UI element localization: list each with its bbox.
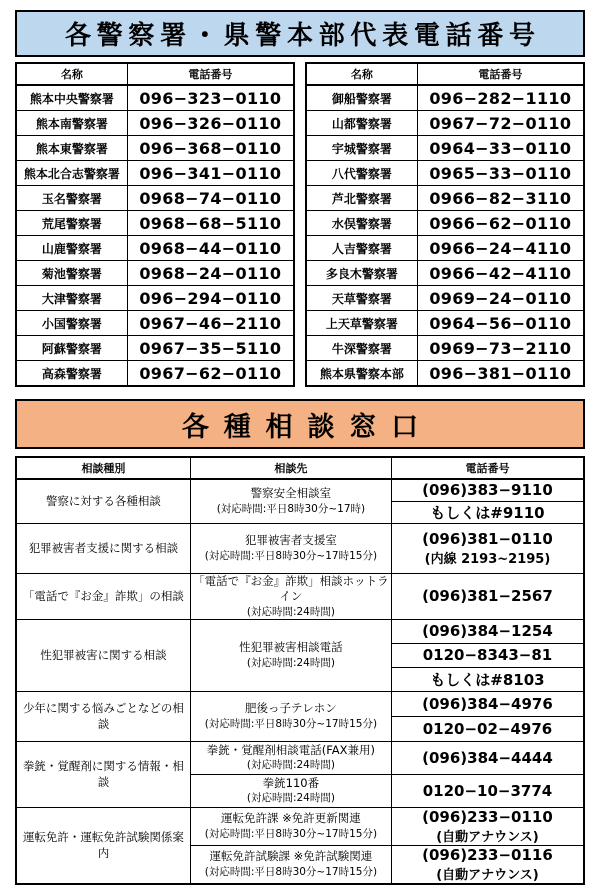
table-header-row [306, 63, 584, 85]
consult-phone-extension: (内線 2193~2195) [424, 551, 551, 567]
col-header-consult-phone: 電話番号 [391, 457, 584, 479]
station-name: 水俣警察署 [306, 211, 417, 236]
col-header-name: 名称 [306, 63, 417, 85]
table-row [16, 361, 294, 387]
consult-phone: もしくは#9110 [391, 501, 584, 523]
consult-phone-note: (自動アナウンス) [436, 867, 539, 883]
consult-phone: (096)384−4444 [391, 741, 584, 774]
consult-type: 「電話で『お金』詐欺」の相談 [16, 573, 190, 619]
consult-contact-name: 拳銃・覚醒剤相談電話(FAX兼用) [206, 742, 376, 757]
consult-phone [391, 523, 584, 573]
police-table-left [15, 62, 295, 387]
table-row [306, 236, 584, 261]
consult-contact [190, 573, 391, 619]
station-name: 牛深警察署 [306, 336, 417, 361]
table-row [16, 211, 294, 236]
table-row [16, 741, 584, 774]
table-row [16, 85, 294, 111]
station-phone: 096−323−0110 [127, 85, 294, 111]
station-phone: 0964−33−0110 [417, 136, 584, 161]
consult-hours: (対応時間:平日8時30分~17時) [216, 502, 366, 515]
station-name: 八代警察署 [306, 161, 417, 186]
table-row [306, 261, 584, 286]
consult-phone: (096)384−1254 [391, 619, 584, 643]
consult-phone: (096)384−4976 [391, 691, 584, 716]
station-name: 山都警察署 [306, 111, 417, 136]
consult-phone [391, 807, 584, 845]
table-row [16, 807, 584, 845]
station-name: 阿蘇警察署 [16, 336, 127, 361]
station-name: 宇城警察署 [306, 136, 417, 161]
station-name: 人吉警察署 [306, 236, 417, 261]
consult-contact-name: 運転免許試験課 ※免許試験関連 [209, 849, 373, 864]
table-row [16, 523, 584, 573]
table-row [306, 211, 584, 236]
table-row [306, 85, 584, 111]
consult-contact [190, 691, 391, 741]
col-header-phone: 電話番号 [127, 63, 294, 85]
consult-type: 少年に関する悩みごとなどの相談 [16, 691, 190, 741]
consult-contact-name: 犯罪被害者支援室 [244, 533, 337, 548]
table-row [306, 161, 584, 186]
consult-phone: (096)383−9110 [391, 479, 584, 501]
table-row [16, 236, 294, 261]
consult-phone: 0120−02−4976 [391, 716, 584, 741]
table-header-row [16, 457, 584, 479]
station-name: 多良木警察署 [306, 261, 417, 286]
station-phone: 0968−74−0110 [127, 186, 294, 211]
station-phone: 096−326−0110 [127, 111, 294, 136]
station-name: 熊本中央警察署 [16, 85, 127, 111]
consult-phone: 0120−10−3774 [391, 774, 584, 807]
consult-contact-name: 肥後っ子テレホン [245, 701, 337, 716]
consult-contact [190, 523, 391, 573]
police-tables [15, 62, 585, 387]
table-row [16, 286, 294, 311]
consult-type: 運転免許・運転免許試験関係案内 [16, 807, 190, 884]
consult-phone-number: (096)233−0110 [422, 807, 553, 826]
table-row [306, 336, 584, 361]
col-header-name: 名称 [16, 63, 127, 85]
station-name: 大津警察署 [16, 286, 127, 311]
station-name: 熊本南警察署 [16, 111, 127, 136]
consult-phone-number: (096)381−0110 [422, 529, 553, 548]
consult-phone-note: (自動アナウンス) [436, 829, 539, 845]
station-name: 玉名警察署 [16, 186, 127, 211]
station-phone: 0968−44−0110 [127, 236, 294, 261]
station-phone: 096−368−0110 [127, 136, 294, 161]
station-phone: 0966−62−0110 [417, 211, 584, 236]
table-row [16, 111, 294, 136]
consult-contact-name: 「電話で『お金』詐欺」相談ホットライン [193, 573, 389, 604]
table-row [306, 111, 584, 136]
station-phone: 0969−24−0110 [417, 286, 584, 311]
table-row [16, 336, 294, 361]
station-name: 高森警察署 [16, 361, 127, 387]
station-phone: 0966−42−4110 [417, 261, 584, 286]
consult-hours: (対応時間:24時間) [246, 759, 335, 772]
table-row [306, 186, 584, 211]
consult-contact-name: 性犯罪被害相談電話 [239, 640, 343, 655]
consult-contact [190, 807, 391, 845]
consult-contact [190, 774, 391, 807]
table-header-row [16, 63, 294, 85]
police-table-right [305, 62, 585, 387]
consult-hours: (対応時間:平日8時30分~17時15分) [204, 717, 378, 730]
station-phone: 096−341−0110 [127, 161, 294, 186]
station-phone: 096−381−0110 [417, 361, 584, 387]
station-name: 天草警察署 [306, 286, 417, 311]
table-row [306, 311, 584, 336]
station-phone: 0966−24−4110 [417, 236, 584, 261]
consult-hours: (対応時間:平日8時30分~17時15分) [204, 549, 378, 562]
station-phone: 0967−72−0110 [417, 111, 584, 136]
consult-phone: 0120−8343−81 [391, 643, 584, 667]
consult-hours: (対応時間:平日8時30分~17時15分) [204, 865, 378, 878]
table-row [16, 186, 294, 211]
col-header-phone: 電話番号 [417, 63, 584, 85]
consult-phone-number: (096)233−0116 [422, 845, 553, 864]
station-name: 熊本東警察署 [16, 136, 127, 161]
station-phone: 0967−35−5110 [127, 336, 294, 361]
station-name: 熊本県警察本部 [306, 361, 417, 387]
table-row [16, 619, 584, 643]
consult-contact-name: 運転免許課 ※免許更新関連 [221, 811, 361, 826]
station-phone: 0968−24−0110 [127, 261, 294, 286]
station-name: 山鹿警察署 [16, 236, 127, 261]
section1-title: 各警察署・県警本部代表電話番号 [15, 10, 585, 57]
table-row [306, 286, 584, 311]
consult-phone: もしくは#8103 [391, 667, 584, 691]
consult-phone [391, 845, 584, 884]
consult-hours: (対応時間:24時間) [246, 792, 335, 805]
station-name: 熊本北合志警察署 [16, 161, 127, 186]
station-phone: 0967−46−2110 [127, 311, 294, 336]
station-phone: 0967−62−0110 [127, 361, 294, 387]
consult-contact-name: 警察安全相談室 [250, 486, 332, 501]
station-name: 小国警察署 [16, 311, 127, 336]
consult-hours: (対応時間:24時間) [246, 656, 335, 669]
consult-hours: (対応時間:平日8時30分~17時15分) [204, 827, 378, 840]
station-name: 菊池警察署 [16, 261, 127, 286]
consult-type: 拳銃・覚醒剤に関する情報・相談 [16, 741, 190, 807]
consult-contact-name: 拳銃110番 [262, 775, 320, 790]
table-row [16, 311, 294, 336]
col-header-consult-type: 相談種別 [16, 457, 190, 479]
table-row [16, 161, 294, 186]
station-phone: 096−294−0110 [127, 286, 294, 311]
station-phone: 0965−33−0110 [417, 161, 584, 186]
consult-contact [190, 479, 391, 523]
table-row [306, 136, 584, 161]
consult-contact [190, 619, 391, 691]
station-phone: 096−282−1110 [417, 85, 584, 111]
station-phone: 0966−82−3110 [417, 186, 584, 211]
station-phone: 0964−56−0110 [417, 311, 584, 336]
station-phone: 0969−73−2110 [417, 336, 584, 361]
consult-contact [190, 741, 391, 774]
table-row [16, 573, 584, 619]
station-name: 御船警察署 [306, 85, 417, 111]
consult-type: 犯罪被害者支援に関する相談 [16, 523, 190, 573]
consult-hours: (対応時間:24時間) [246, 605, 335, 618]
consult-phone: (096)381−2567 [391, 573, 584, 619]
consultation-table [15, 456, 585, 885]
table-row [16, 691, 584, 716]
consult-type: 警察に対する各種相談 [16, 479, 190, 523]
consult-contact [190, 845, 391, 884]
station-phone: 0968−68−5110 [127, 211, 294, 236]
col-header-consult-contact: 相談先 [190, 457, 391, 479]
section2-title: 各種相談窓口 [15, 399, 585, 449]
station-name: 荒尾警察署 [16, 211, 127, 236]
table-row [16, 136, 294, 161]
station-name: 芦北警察署 [306, 186, 417, 211]
table-row [306, 361, 584, 387]
table-row [16, 261, 294, 286]
consult-type: 性犯罪被害に関する相談 [16, 619, 190, 691]
table-row [16, 479, 584, 501]
station-name: 上天草警察署 [306, 311, 417, 336]
